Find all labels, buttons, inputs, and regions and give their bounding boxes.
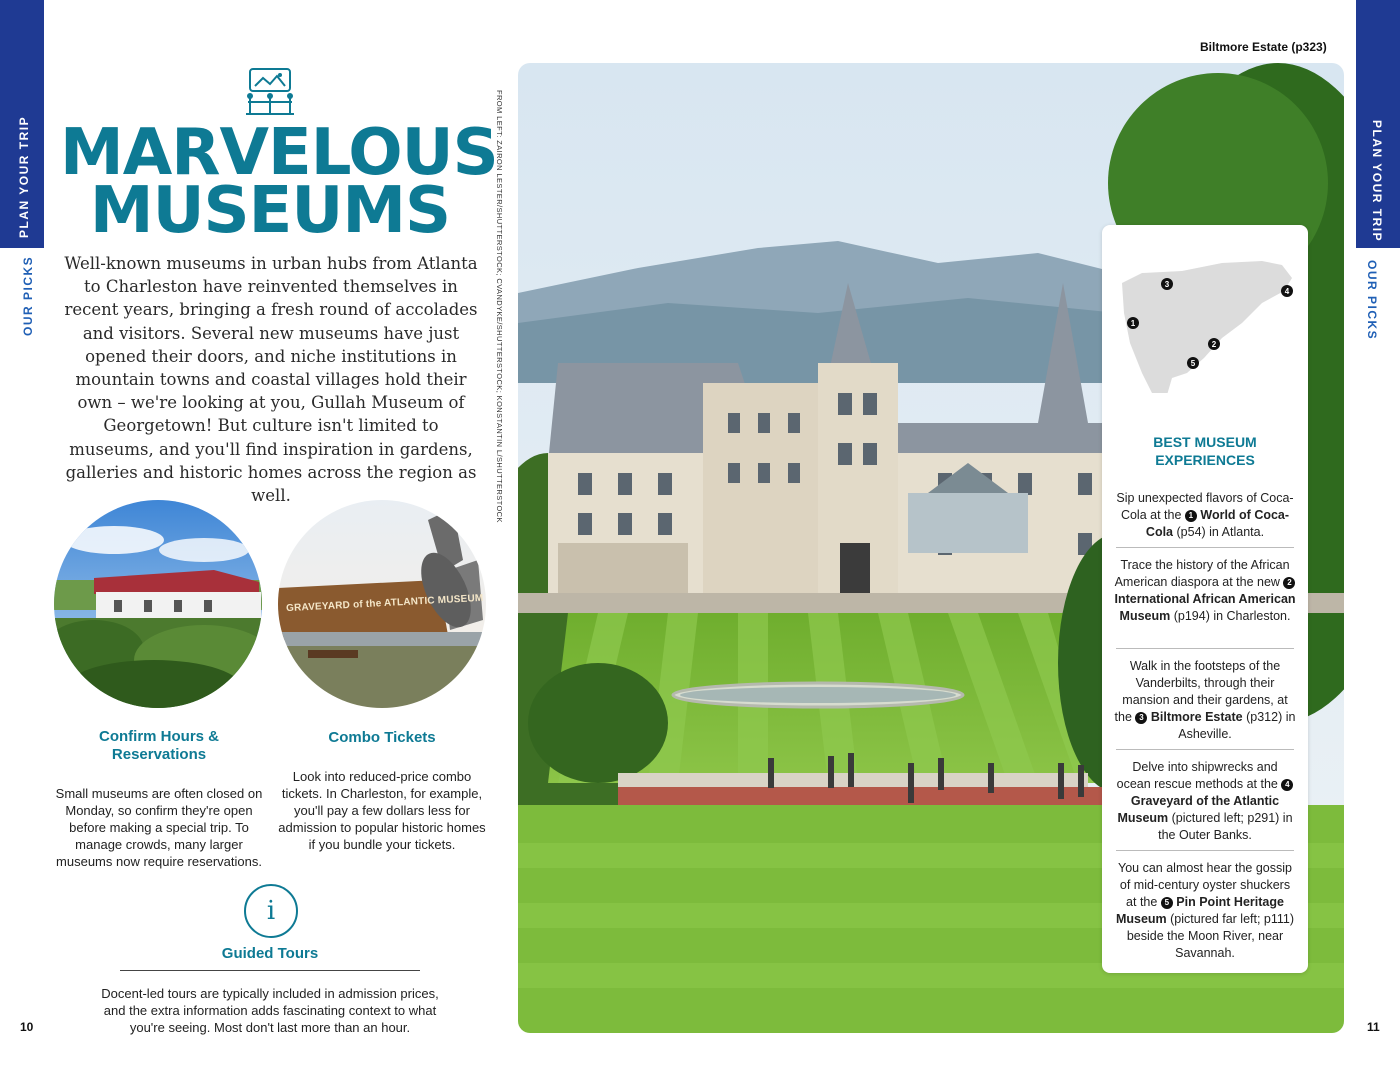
number-badge-3: 3 bbox=[1135, 712, 1147, 724]
card-item-5: You can almost hear the gossip of mid-century oyster shuckers at the 5 Pin Point Heritage Museum (pictured far left; p111) beside the Moon River, near Savannah. bbox=[1115, 861, 1295, 960]
card-item-3: Walk in the footsteps of the Vanderbilts, through their mansion and their gardens, at the 3 Biltmore Estate (p312) in Asheville. bbox=[1114, 659, 1296, 741]
card-divider bbox=[1116, 547, 1294, 548]
map-marker-4: 4 bbox=[1284, 287, 1290, 296]
card-divider bbox=[1116, 749, 1294, 750]
map-marker-5: 5 bbox=[1190, 359, 1196, 368]
page-number-left: 10 bbox=[20, 1020, 34, 1034]
tab-label-left: PLAN YOUR TRIP bbox=[17, 115, 31, 238]
sub-tab-right: OUR PICKS bbox=[1365, 260, 1379, 341]
intro-paragraph: Well-known museums in urban hubs from Atlanta to Charleston have reinvented themselves in recent years, bringing a fresh round of accolades and visitors. Several new museums have just opened their doors, and niche institutions in mountain towns and coastal villages hold their own – we're looking at you, Gullah Museum of Georgetown! But culture isn't limited to museums, and you'll find inspiration in gardens, galleries and historic homes across the region as well. bbox=[64, 254, 478, 506]
tip-combo-heading: Combo Tickets bbox=[328, 729, 436, 746]
best-museum-card bbox=[1102, 225, 1308, 973]
side-tab-right bbox=[1356, 0, 1400, 248]
divider bbox=[120, 970, 420, 971]
tab-label-right: PLAN YOUR TRIP bbox=[1370, 120, 1384, 243]
number-badge-4: 4 bbox=[1281, 779, 1293, 791]
photo-circle-pin-point bbox=[54, 500, 262, 708]
number-badge-2: 2 bbox=[1283, 577, 1295, 589]
sub-tab-left: OUR PICKS bbox=[21, 255, 35, 336]
page-number-right: 11 bbox=[1367, 1020, 1380, 1034]
photo-caption: Biltmore Estate (p323) bbox=[1200, 40, 1327, 54]
card-item-4: Delve into shipwrecks and ocean rescue methods at the 4 Graveyard of the Atlantic Museum (pictured left; p291) in the Outer Banks. bbox=[1116, 760, 1293, 842]
card-item-2: Trace the history of the African American diaspora at the new 2 International African American Museum (p194) in Charleston. bbox=[1114, 558, 1296, 623]
card-item-1: Sip unexpected flavors of Coca-Cola at the 1 World of Coca-Cola (p54) in Atlanta. bbox=[1116, 491, 1294, 539]
tip-hours-text: Small museums are often closed on Monday, so confirm they're open before making a special trip. To manage crowds, many larger museums now require reservations. bbox=[55, 786, 263, 869]
tip-hours-heading: Confirm Hours & Reservations bbox=[99, 728, 219, 763]
photo-credit: FROM LEFT: ZAIRON LESTER/SHUTTERSTOCK; CVANDYKE/SHUTTERSTOCK; KONSTANTIN L/SHUTTERSTOCK bbox=[495, 90, 504, 523]
map-marker-1: 1 bbox=[1130, 319, 1136, 328]
info-icon: i bbox=[244, 884, 298, 938]
page-title: MARVELOUS MUSEUMS bbox=[60, 116, 498, 248]
photo-circle-graveyard-museum bbox=[278, 500, 486, 708]
museum-gallery-icon bbox=[244, 66, 296, 118]
number-badge-5: 5 bbox=[1161, 897, 1173, 909]
tip-tours-heading: Guided Tours bbox=[221, 945, 319, 962]
map-marker-3: 3 bbox=[1164, 280, 1170, 289]
tip-combo-text: Look into reduced-price combo tickets. In Charleston, for example, you'll pay a few dollars less for admission to popular historic homes if you bundle your tickets. bbox=[278, 769, 486, 852]
number-badge-1: 1 bbox=[1185, 510, 1197, 522]
tip-tours-text: Docent-led tours are typically included in admission prices, and the extra information adds fascinating context to what you're seeing. Most don't last more than an hour. bbox=[101, 986, 439, 1035]
side-tab-left bbox=[0, 0, 44, 248]
card-divider bbox=[1116, 648, 1294, 649]
region-map-icon bbox=[1112, 243, 1300, 393]
card-heading: BEST MUSEUM EXPERIENCES bbox=[1153, 434, 1257, 468]
museum-sign-text: GRAVEYARD of the ATLANTIC MUSEUM bbox=[285, 592, 484, 615]
card-divider bbox=[1116, 850, 1294, 851]
map-marker-2: 2 bbox=[1211, 340, 1217, 349]
